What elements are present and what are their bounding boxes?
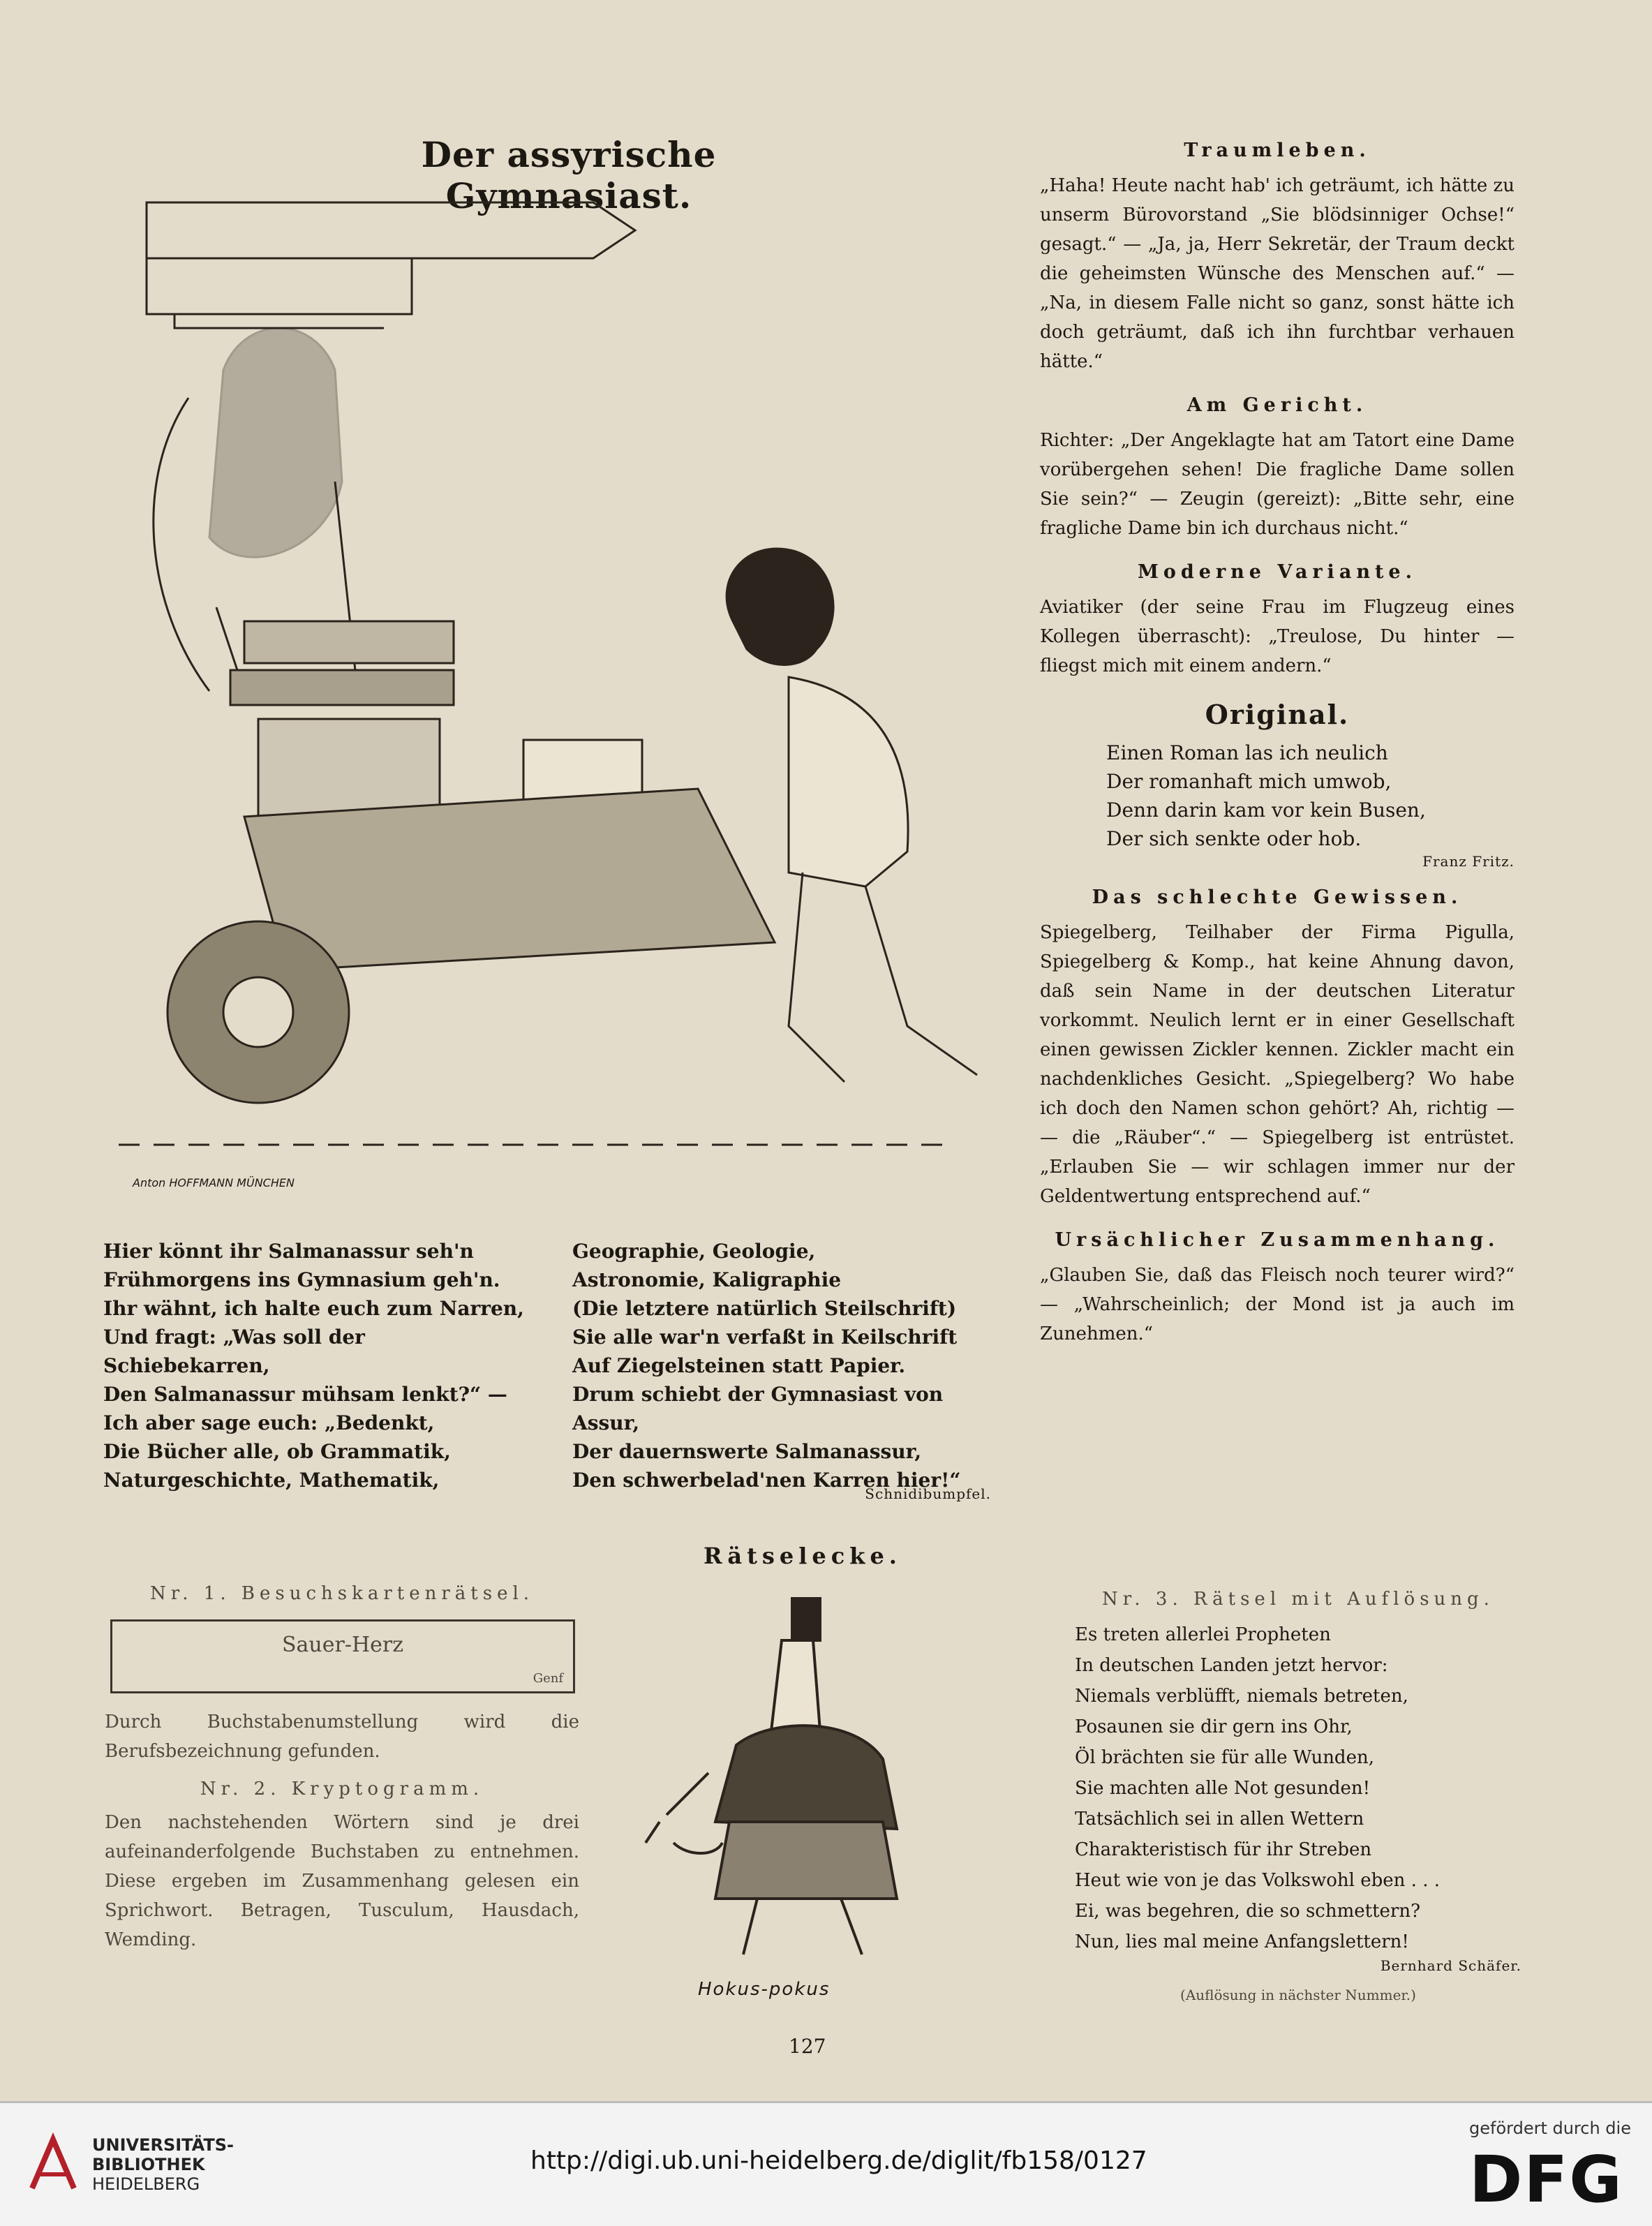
dfg-logo[interactable]: DFG: [1469, 2142, 1623, 2217]
poem-line: Sie alle war'n verfaßt in Keilschrift: [572, 1326, 958, 1349]
original-line: Denn darin kam vor kein Busen,: [1106, 799, 1426, 822]
illustration-caption: Hokus-pokus: [698, 1979, 831, 2000]
poem-line: Ich aber sage euch: „Bedenkt,: [103, 1411, 435, 1434]
poem-line: Hier könnt ihr Salmanassur seh'n: [103, 1240, 474, 1263]
assyrian-student-illustration: [105, 188, 1012, 1222]
poem-line: Und fragt: „Was soll der Schiebekarren,: [103, 1326, 365, 1377]
library-name-line: HEIDELBERG: [92, 2174, 200, 2194]
raetsel-1-text: Durch Buchstabenumstellung wird die Berufsbezeichnung gefunden.: [105, 1712, 579, 1762]
r3-line: Öl brächten sie für alle Wunden,: [1075, 1747, 1374, 1768]
poem-right-column: [572, 1237, 1005, 1494]
poem-line: Auf Ziegelsteinen statt Papier.: [572, 1354, 906, 1377]
raetsel-left-column: [105, 1583, 579, 1954]
r3-line: Heut wie von je das Volkswohl eben . . .: [1075, 1870, 1440, 1891]
raetsel-right-column: [1075, 1589, 1521, 2003]
poem-line: Astronomie, Kaligraphie: [572, 1268, 842, 1291]
text-zusammenhang: „Glauben Sie, daß das Fleisch noch teurer wird?“ — „Wahrscheinlich; der Mond ist ja auch im Zunehmen.“: [1040, 1265, 1515, 1344]
r3-line: Posaunen sie dir gern ins Ohr,: [1075, 1716, 1353, 1737]
text-variante: Aviatiker (der seine Frau im Flugzeug eines Kollegen überrascht): „Treulose, Du hinter — fliegst mich mit einem andern.“: [1040, 597, 1515, 676]
library-name[interactable]: [92, 2135, 234, 2194]
poem-line: (Die letztere natürlich Steilschrift): [572, 1297, 957, 1320]
raetsel-3-heading: Nr. 3. Rätsel mit Auflösung.: [1102, 1589, 1494, 1610]
poem-author: Schnidibumpfel.: [865, 1485, 991, 1502]
heading-gericht: Am Gericht.: [1186, 394, 1368, 416]
text-gewissen: Spiegelberg, Teilhaber der Firma Pigulla, Spiegelberg & Komp., hat keine Ahnung davon, daß sein Name in der deutschen Literatur vorkommt. Neulich lernt er in einer Gesellschaft einen gewissen Zickler kennen. Zickler macht ein nachdenkliches Gesicht. „Spiegelberg? Wo habe ich doch den Namen schon gehört? Ah, richtig — — die „Räuber“.“ — Spiegelberg ist entrüstet. „Erlauben Sie — wir schlagen immer nur der Geldentwertung entsprechend auf.“: [1040, 922, 1515, 1207]
raetsel-3-author: Bernhard Schäfer.: [1380, 1957, 1521, 1974]
poem-line: Den Salmanassur mühsam lenkt?“ —: [103, 1383, 507, 1406]
raetsel-2-heading: Nr. 2. Kryptogramm.: [200, 1779, 484, 1800]
card-name: Sauer-Herz: [281, 1633, 404, 1657]
visiting-card: [110, 1619, 575, 1693]
raetsel-1-heading: Nr. 1. Besuchskartenrätsel.: [149, 1583, 535, 1604]
r3-line: Tatsächlich sei in allen Wettern: [1075, 1809, 1364, 1830]
r3-line: Charakteristisch für ihr Streben: [1075, 1839, 1372, 1860]
poem-line: Naturgeschichte, Mathematik,: [103, 1469, 440, 1492]
permalink-url[interactable]: http://digi.ub.uni-heidelberg.de/diglit/fb158/0127: [530, 2146, 1147, 2175]
university-library-logo-icon: [25, 2132, 81, 2195]
poem-left-column: [103, 1237, 536, 1494]
original-poem: [1106, 739, 1515, 853]
r3-line: Sie machten alle Not gesunden!: [1075, 1778, 1371, 1799]
article-title: Der assyrische Gymnasiast.: [421, 134, 717, 216]
heading-traumleben: Traumleben.: [1184, 140, 1371, 161]
heading-gewissen: Das schlechte Gewissen.: [1092, 886, 1463, 908]
heading-raetselecke: Rätselecke.: [704, 1543, 902, 1569]
heading-zusammenhang: Ursächlicher Zusammenhang.: [1055, 1229, 1500, 1251]
sponsor-label: gefördert durch die: [1469, 2119, 1631, 2138]
artist-signature: Anton HOFFMANN MÜNCHEN: [133, 1176, 295, 1189]
raetsel-2-text: Den nachstehenden Wörtern sind je drei aufeinanderfolgende Buchstaben zu entnehmen. Diese ergeben im Zusammenhang gelesen ein Sprichwort. Betragen, Tusculum, Hausdach, Wemding.: [105, 1812, 579, 1950]
library-name-line: BIBLIOTHEK: [92, 2155, 205, 2174]
poem-line: Drum schiebt der Gymnasiast von Assur,: [572, 1383, 944, 1434]
original-author: Franz Fritz.: [1422, 853, 1515, 870]
raetsel-3-poem: [1075, 1619, 1521, 1957]
original-line: Der sich senkte oder hob.: [1106, 827, 1362, 850]
text-traumleben: „Haha! Heute nacht hab' ich geträumt, ich hätte zu unserm Bürovorstand „Sie blödsinniger Ochse!“ gesagt.“ — „Ja, ja, Herr Sekretär, der Traum deckt die geheimsten Wünsche des Menschen auf.“ — „Na, in diesem Falle nicht so ganz, sonst hätte ich doch geträumt, daß ich ihn furchtbar verhauen hätte.“: [1040, 175, 1515, 372]
r3-line: Es treten allerlei Propheten: [1075, 1624, 1331, 1645]
poem-line: Geographie, Geologie,: [572, 1240, 816, 1263]
library-name-line: UNIVERSITÄTS-: [92, 2135, 235, 2155]
r3-line: In deutschen Landen jetzt hervor:: [1075, 1655, 1388, 1676]
poem-line: Den schwerbelad'nen Karren hier!“: [572, 1469, 961, 1492]
text-gericht: Richter: „Der Angeklagte hat am Tatort eine Dame vorübergehen sehen! Die fragliche Dame sollen Sie sein?“ — Zeugin (gereizt): „Bitte sehr, eine fragliche Dame bin ich durchaus nicht.“: [1040, 430, 1515, 539]
heading-original: Original.: [1205, 699, 1350, 730]
card-city: Genf: [533, 1671, 563, 1686]
heading-variante: Moderne Variante.: [1137, 561, 1417, 583]
poem-line: Frühmorgens ins Gymnasium geh'n.: [103, 1268, 500, 1291]
poem-line: Die Bücher alle, ob Grammatik,: [103, 1440, 451, 1463]
viewer-footer: [0, 2101, 1652, 2226]
r3-line: Ei, was begehren, die so schmettern?: [1075, 1901, 1421, 1922]
poem-line: Ihr wähnt, ich halte euch zum Narren,: [103, 1297, 524, 1320]
poem-line: Der dauernswerte Salmanassur,: [572, 1440, 922, 1463]
raetsel-3-note: (Auflösung in nächster Nummer.): [1180, 1987, 1416, 2003]
original-line: Einen Roman las ich neulich: [1106, 741, 1388, 764]
page-number: 127: [789, 2035, 826, 2058]
original-line: Der romanhaft mich umwob,: [1106, 770, 1392, 793]
r3-line: Nun, lies mal meine Anfangslettern!: [1075, 1931, 1409, 1952]
hokus-pokus-illustration: [632, 1591, 995, 1982]
right-column: [1040, 140, 1515, 1349]
r3-line: Niemals verblüfft, niemals betreten,: [1075, 1686, 1408, 1707]
